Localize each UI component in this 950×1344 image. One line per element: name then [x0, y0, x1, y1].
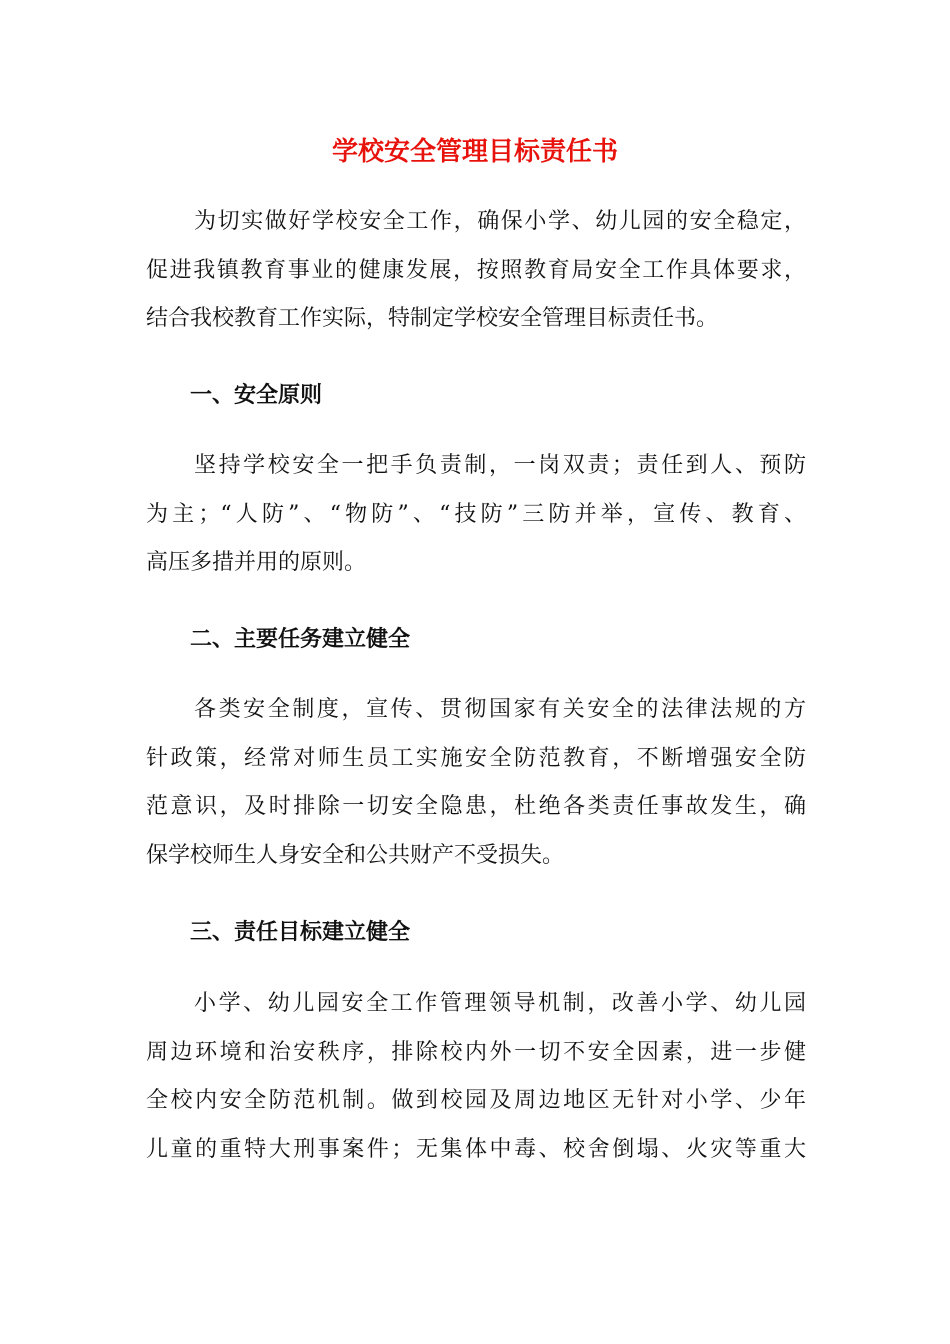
section-2-line-1: 各类安全制度，宣传、贯彻国家有关安全的法律法规的方 — [194, 697, 806, 722]
section-2-paragraph — [146, 686, 806, 880]
document-title: 学校安全管理目标责任书 — [331, 137, 618, 167]
section-1-line-3: 高压多措并用的原则。 — [146, 550, 367, 575]
section-2-heading: 二、主要任务建立健全 — [190, 626, 411, 652]
intro-line-1: 为切实做好学校安全工作，确保小学、幼儿园的安全稳定， — [194, 209, 806, 234]
section-3-line-2: 周边环境和治安秩序，排除校内外一切不安全因素，进一步健 — [146, 1039, 806, 1065]
section-2-line-3: 范意识，及时排除一切安全隐患，杜绝各类责任事故发生，确 — [146, 794, 806, 819]
intro-paragraph — [146, 198, 806, 344]
section-3-paragraph — [146, 980, 806, 1174]
section-1-line-2: 为主；“人防”、“物防”、“技防”三防并举，宣传、教育、 — [146, 501, 806, 527]
section-3-line-4: 儿童的重特大刑事案件；无集体中毒、校舍倒塌、火灾等重大 — [146, 1136, 806, 1162]
section-2-line-4: 保学校师生人身安全和公共财产不受损失。 — [146, 842, 565, 868]
intro-line-3: 结合我校教育工作实际，特制定学校安全管理目标责任书。 — [146, 306, 719, 331]
section-3-line-3: 全校内安全防范机制。做到校园及周边地区无针对小学、少年 — [146, 1088, 806, 1113]
section-3-line-1: 小学、幼儿园安全工作管理领导机制，改善小学、幼儿园 — [194, 991, 806, 1016]
section-1-paragraph — [146, 442, 806, 588]
intro-line-2: 促进我镇教育事业的健康发展，按照教育局安全工作具体要求， — [146, 257, 806, 283]
section-3-heading: 三、责任目标建立健全 — [190, 919, 411, 945]
section-1-line-1: 坚持学校安全一把手负责制，一岗双责；责任到人、预防 — [194, 453, 806, 478]
section-1-heading: 一、安全原则 — [190, 382, 323, 408]
section-2-line-2: 针政策，经常对师生员工实施安全防范教育，不断增强安全防 — [146, 745, 806, 771]
